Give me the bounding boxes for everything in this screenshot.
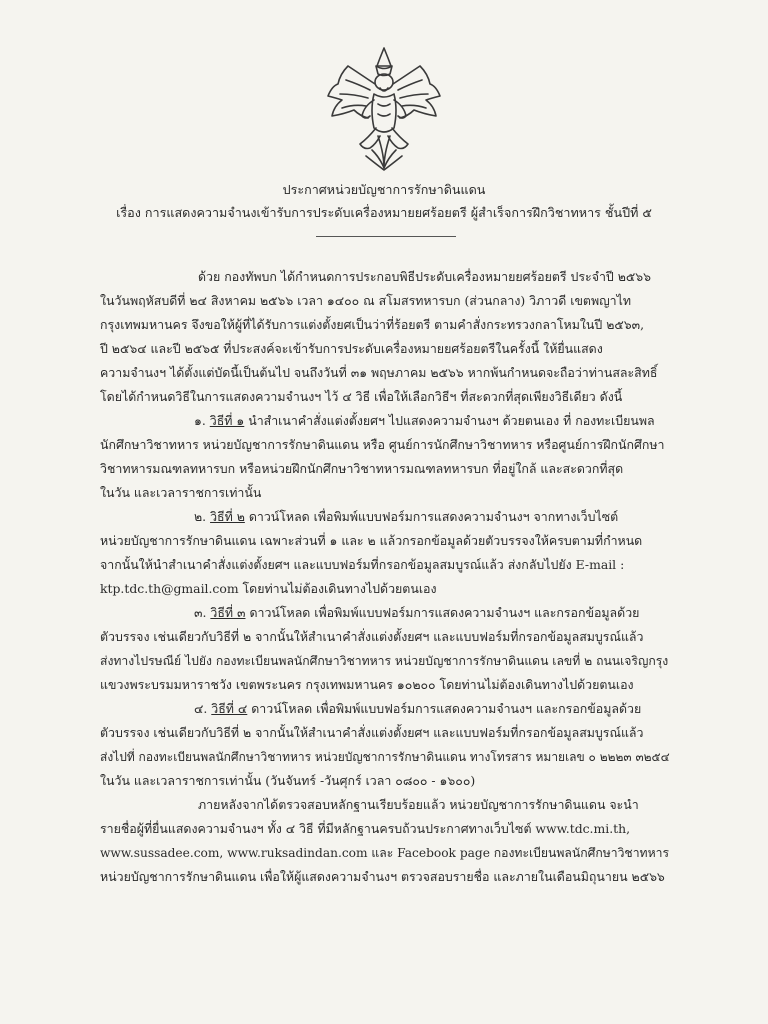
method-1-first-line: [194, 412, 655, 430]
paragraph-line: ส่งไปที่ กองทะเบียนพลนักศึกษาวิชาทหาร หน่วยบัญชาการรักษาดินแดน ทางโทรสาร หมายเลข ๐ ๒๒๒๓ ๓๒๕๔: [100, 750, 670, 764]
method-label: วิธีที่ ๑: [209, 413, 245, 428]
paragraph-line: ส่งทางไปรษณีย์ ไปยัง กองทะเบียนพลนักศึกษาวิชาทหาร หน่วยบัญชาการรักษาดินแดน เลขที่ ๒ ถนนเจริญกรุง: [100, 654, 669, 668]
method-text: นำสำเนาคำสั่งแต่งตั้งยศฯ ไปแสดงความจำนงฯ ด้วยตนเอง ที่ กองทะเบียนพล: [248, 413, 655, 428]
method-number: ๒.: [194, 509, 207, 524]
paragraph-line: แขวงพระบรมมหาราชวัง เขตพระนคร กรุงเทพมหานคร ๑๐๒๐๐ โดยท่านไม่ต้องเดินทางไปด้วยตนเอง: [100, 677, 634, 692]
method-4-first-line: [194, 700, 641, 718]
method-number: ๓.: [194, 605, 207, 620]
paragraph-line: ปี ๒๕๖๔ และปี ๒๕๖๕ ที่ประสงค์จะเข้ารับการประดับเครื่องหมายยศร้อยตรีในครั้งนี้ ให้ยื่นแสดง: [100, 341, 603, 356]
announcement-title: ประกาศหน่วยบัญชาการรักษาดินแดน: [282, 182, 486, 197]
paragraph-line: หน่วยบัญชาการรักษาดินแดน เฉพาะส่วนที่ ๑ และ ๒ แล้วกรอกข้อมูลด้วยตัวบรรจงให้ครบตามที่กำหนด: [100, 533, 643, 548]
announcement-subject: เรื่อง การแสดงความจำนงเข้ารับการประดับเครื่องหมายยศร้อยตรี ผู้สำเร็จการฝึกวิชาทหาร ชั้นปีที่ ๕: [116, 205, 652, 220]
paragraph-line: กรุงเทพมหานคร จึงขอให้ผู้ที่ได้รับการแต่งตั้งยศเป็นว่าที่ร้อยตรี ตามคำสั่งกระทรวงกลาโหมในปี ๒๕๖๓,: [100, 317, 645, 332]
paragraph-line: ภายหลังจากได้ตรวจสอบหลักฐานเรียบร้อยแล้ว หน่วยบัญชาการรักษาดินแดน จะนำ: [198, 797, 639, 812]
paragraph-line: โดยได้กำหนดวิธีในการแสดงความจำนงฯ ไว้ ๔ วิธี เพื่อให้เลือกวิธีฯ ที่สะดวกที่สุดเพียงวิธีเดียว ดังนี้: [100, 389, 623, 404]
method-label: วิธีที่ ๓: [210, 605, 246, 620]
paragraph-line: วิชาทหารมณฑลทหารบก หรือหน่วยฝึกนักศึกษาวิชาทหารมณฑลทหารบก ที่อยู่ใกล้ และสะดวกที่สุด: [100, 461, 624, 476]
paragraph-line: ในวันพฤหัสบดีที่ ๒๔ สิงหาคม ๒๕๖๖ เวลา ๑๔๐๐ ณ สโมสรทหารบก (ส่วนกลาง) วิภาวดี เขตพญาไท: [100, 293, 632, 308]
garuda-emblem-icon: [320, 44, 448, 174]
method-2-first-line: [194, 508, 618, 526]
paragraph-line: ตัวบรรจง เช่นเดียวกับวิธีที่ ๒ จากนั้นให้สำเนาคำสั่งแต่งตั้งยศฯ และแบบฟอร์มที่กรอกข้อมูลสมบูรณ์แล้ว: [100, 629, 644, 644]
paragraph-line: นักศึกษาวิชาทหาร หน่วยบัญชาการรักษาดินแดน หรือ ศูนย์การนักศึกษาวิชาทหาร หรือศูนย์การฝึกนักศึกษา: [100, 437, 665, 452]
paragraph-line: www.sussadee.com, www.ruksadindan.com และ Facebook page กองทะเบียนพลนักศึกษาวิชาทหาร: [100, 846, 670, 860]
method-text: ดาวน์โหลด เพื่อพิมพ์แบบฟอร์มการแสดงความจำนงฯ จากทางเว็บไซต์: [248, 509, 619, 524]
paragraph-line: ในวัน และเวลาราชการเท่านั้น: [100, 485, 262, 500]
paragraph-line: ตัวบรรจง เช่นเดียวกับวิธีที่ ๒ จากนั้นให้สำเนาคำสั่งแต่งตั้งยศฯ และแบบฟอร์มที่กรอกข้อมูลสมบูรณ์แล้ว: [100, 725, 644, 740]
method-3-first-line: [194, 604, 639, 622]
paragraph-line: ความจำนงฯ ได้ตั้งแต่บัดนี้เป็นต้นไป จนถึงวันที่ ๓๑ พฤษภาคม ๒๕๖๖ หากพ้นกำหนดจะถือว่าท่านสละสิทธิ์: [100, 365, 658, 380]
paragraph-line: จากนั้นให้นำสำเนาคำสั่งแต่งตั้งยศฯ และแบบฟอร์มที่กรอกข้อมูลสมบูรณ์แล้ว ส่งกลับไปยัง E-mail :: [100, 557, 625, 572]
method-number: ๔.: [194, 701, 208, 716]
method-label: วิธีที่ ๒: [210, 509, 245, 524]
method-label: วิธีที่ ๔: [211, 701, 248, 716]
method-text: ดาวน์โหลด เพื่อพิมพ์แบบฟอร์มการแสดงความจำนงฯ และกรอกข้อมูลด้วย: [251, 701, 642, 716]
title-divider: [316, 236, 456, 237]
paragraph-line: ด้วย กองทัพบก ได้กำหนดการประกอบพิธีประดับเครื่องหมายยศร้อยตรี ประจำปี ๒๕๖๖: [198, 269, 651, 284]
paragraph-line: ในวัน และเวลาราชการเท่านั้น (วันจันทร์ -วันศุกร์ เวลา ๐๘๐๐ - ๑๖๐๐): [100, 773, 476, 788]
paragraph-line: รายชื่อผู้ที่ยื่นแสดงความจำนงฯ ทั้ง ๔ วิธี ที่มีหลักฐานครบถ้วนประกาศทางเว็บไซต์ www.tdc.mi.th,: [100, 821, 631, 836]
paragraph-line: หน่วยบัญชาการรักษาดินแดน เพื่อให้ผู้แสดงความจำนงฯ ตรวจสอบรายชื่อ และภายในเดือนมิถุนายน ๒๕๖๖: [100, 869, 665, 884]
paragraph-line: ktp.tdc.th@gmail.com โดยท่านไม่ต้องเดินทางไปด้วยตนเอง: [100, 581, 437, 596]
method-text: ดาวน์โหลด เพื่อพิมพ์แบบฟอร์มการแสดงความจำนงฯ และกรอกข้อมูลด้วย: [249, 605, 640, 620]
method-number: ๑.: [194, 413, 206, 428]
